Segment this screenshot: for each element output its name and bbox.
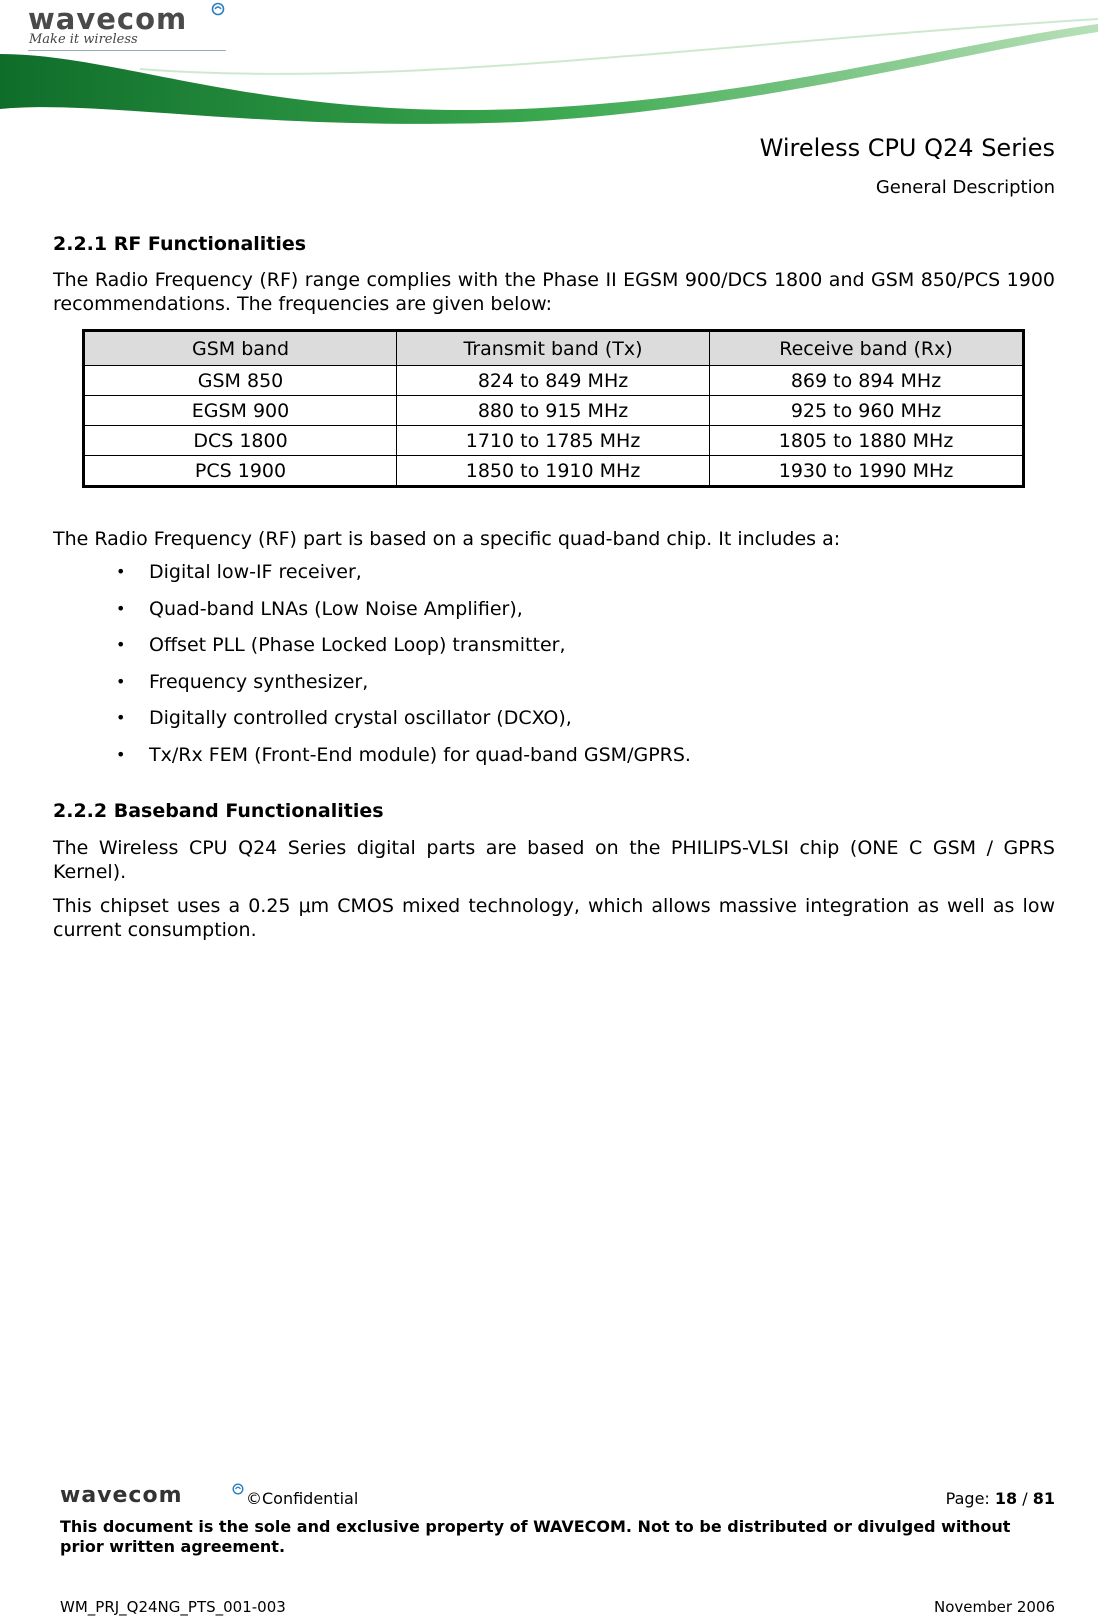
document-subtitle: General Description: [875, 177, 1055, 198]
table-cell: 1710 to 1785 MHz: [397, 426, 710, 456]
page-current: 18: [994, 1489, 1018, 1508]
table-cell: 1850 to 1910 MHz: [397, 456, 710, 487]
logo-tagline: Make it wireless: [29, 32, 138, 47]
list-item: [112, 670, 691, 707]
table-cell: 880 to 915 MHz: [397, 396, 710, 426]
list-item: [112, 633, 691, 670]
bullet-icon: •: [116, 598, 126, 618]
table-row: [84, 396, 1024, 426]
list-item-text: Tx/Rx FEM (Front-End module) for quad-band GSM/GPRS.: [149, 743, 691, 766]
bullet-icon: •: [116, 635, 126, 654]
footer-logo-swirl-icon: [232, 1483, 244, 1495]
list-item-text: Digital low-IF receiver,: [149, 561, 362, 583]
table-cell: PCS 1900: [84, 456, 397, 487]
bullet-icon: •: [116, 744, 126, 764]
list-item: [112, 560, 691, 597]
page-separator: /: [1022, 1489, 1028, 1508]
document-reference: WM_PRJ_Q24NG_PTS_001-003: [60, 1598, 286, 1616]
table-cell: 1805 to 1880 MHz: [710, 426, 1024, 456]
confidentiality-notice: This document is the sole and exclusive property of WAVECOM. Not to be distributed or divulged without prior written agreement.: [60, 1517, 1011, 1556]
rf-part-paragraph: The Radio Frequency (RF) part is based on a specific quad-band chip. It includes a:: [53, 528, 841, 550]
page-total: 81: [1032, 1489, 1055, 1508]
page-label: Page:: [945, 1489, 990, 1508]
table-header-cell: GSM band: [84, 331, 397, 366]
table-cell: DCS 1800: [84, 426, 397, 456]
table-cell: 869 to 894 MHz: [710, 366, 1024, 396]
list-item: [112, 743, 691, 780]
list-item-text: Digitally controlled crystal oscillator (DCXO),: [149, 707, 572, 729]
table-row: [84, 366, 1024, 396]
section-heading-rf: 2.2.1 RF Functionalities: [53, 233, 307, 255]
table-cell: 1930 to 1990 MHz: [710, 456, 1024, 487]
baseband-paragraph-1: The Wireless CPU Q24 Series digital parts are based on the PHILIPS-VLSI chip (ONE C GSM / GPRS Kernel).: [53, 837, 1055, 883]
table-row: [84, 426, 1024, 456]
list-item: [112, 597, 691, 634]
table-header-row: [84, 331, 1024, 366]
table-cell: 824 to 849 MHz: [397, 366, 710, 396]
list-item: [112, 706, 691, 743]
table-cell: 925 to 960 MHz: [710, 396, 1024, 426]
header-swoosh: [0, 14, 1098, 124]
logo-wordmark: wavecom: [28, 2, 188, 36]
page-number: [946, 1489, 1055, 1508]
list-item-text: Quad-band LNAs (Low Noise Amplifier),: [149, 597, 523, 620]
document-date: November 2006: [934, 1598, 1055, 1616]
footer-logo: wavecom: [60, 1483, 183, 1508]
table-cell: GSM 850: [84, 366, 397, 396]
bullet-icon: •: [116, 671, 126, 691]
bullet-icon: •: [116, 562, 126, 581]
rf-feature-list: [112, 560, 691, 779]
bullet-icon: •: [116, 708, 126, 727]
list-item-text: Offset PLL (Phase Locked Loop) transmitter,: [149, 634, 566, 656]
frequency-band-table: [82, 329, 1025, 488]
table-cell: EGSM 900: [84, 396, 397, 426]
table-header-cell: Transmit band (Tx): [397, 331, 710, 366]
confidential-label: ©Confidential: [246, 1489, 359, 1508]
table-row: [84, 456, 1024, 487]
list-item-text: Frequency synthesizer,: [149, 670, 369, 693]
document-title: Wireless CPU Q24 Series: [759, 134, 1055, 162]
rf-intro-paragraph: The Radio Frequency (RF) range complies with the Phase II EGSM 900/DCS 1800 and GSM 850/PCS 1900 recommendations. The frequencies are given below:: [53, 269, 1055, 315]
baseband-paragraph-2: This chipset uses a 0.25 μm CMOS mixed technology, which allows massive integration as well as low current consumption.: [53, 895, 1055, 941]
table-header-cell: Receive band (Rx): [710, 331, 1024, 366]
section-heading-baseband: 2.2.2 Baseband Functionalities: [53, 800, 384, 822]
